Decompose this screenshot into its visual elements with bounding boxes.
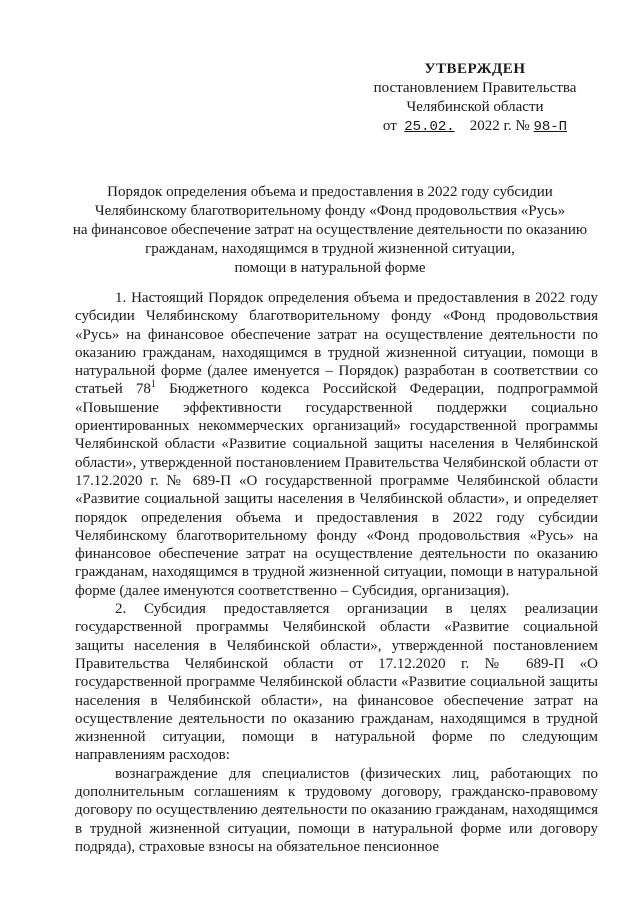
- paragraph-3: вознаграждение для специалистов (физических лиц, работающих по дополнительным соглашениям к трудовому договору, гражданско-правовому договору по осуществлению деятельности по оказанию гражданам, находящимся в трудной жизненной ситуации, помощи в натуральной форме или договору подряда), страховые взносы на обязательное пенсионное: [75, 765, 598, 855]
- approval-heading: УТВЕРЖДЕН: [424, 61, 526, 77]
- approval-stamp: [360, 60, 590, 137]
- title-line-2: Челябинскому благотворительному фонду «Фонд продовольствия «Русь»: [94, 203, 566, 219]
- date-prefix: от: [382, 118, 397, 134]
- paragraph-1-text-b: Бюджетного кодекса Российской Федерации, подпрограммой «Повышение эффективности государственной поддержки социально ориентированных некоммерческих организаций» государственной программы Челябинской области «Развитие социальной защиты населения в Челябинской области», утвержденной постановлением Правительства Челябинской области от 17.12.2020 г. № 689-П «О государственной программе Челябинской области «Развитие социальной защиты населения в Челябинской области», и определяет порядок определения объема и предоставления в 2022 году субсидии Челябинскому благотворительному фонду «Фонд продовольствия «Русь» на финансовое обеспечение затрат на осуществление деятельности по оказанию гражданам, находящимся в трудной жизненной ситуации, помощи в натуральной форме (далее именуются соответственно – Субсидия, организация).: [75, 381, 599, 599]
- paragraph-1-text-a: 1. Настоящий Порядок определения объема и предоставления в 2022 году субсидии Челябинскому благотворительному фонду «Фонд продовольствия «Русь» на финансовое обеспечение затрат на осуществление деятельности по оказанию гражданам, находящимся в трудной жизненной ситуации, помощи в натуральной форме (далее именуется – Порядок) разработан в соответствии со статьей 78: [75, 290, 598, 398]
- decree-number: 98-П: [533, 119, 568, 135]
- title-line-4: гражданам, находящимся в трудной жизненной ситуации,: [145, 241, 515, 257]
- title-line-3: на финансовое обеспечение затрат на осуществление деятельности по оказанию: [72, 222, 588, 238]
- date-value: 25.02.: [404, 119, 455, 135]
- title-line-1: Порядок определения объема и предоставления в 2022 году субсидии: [107, 184, 553, 200]
- title-line-5: помощи в натуральной форме: [234, 260, 426, 276]
- document-body: [75, 289, 598, 856]
- document-title: [60, 183, 600, 278]
- approval-date-line: [360, 117, 590, 137]
- year-text: 2022 г. №: [469, 118, 530, 134]
- approval-line-government: постановлением Правительства: [373, 80, 577, 96]
- paragraph-2: 2. Субсидия предоставляется организации в целях реализации государственной программы Челябинской области «Развитие социальной защиты населения в Челябинской области», утвержденной постановлением Правительства Челябинской области от 17.12.2020 г. № 689-П «О государственной программе Челябинской области «Развитие социальной защиты населения в Челябинской области», на финансовое обеспечение затрат на осуществление деятельности по оказанию гражданам, находящимся в трудной жизненной ситуации, помощи в натуральной форме по следующим направлениям расходов:: [75, 601, 598, 764]
- paragraph-1: [75, 289, 598, 600]
- approval-line-region: Челябинской области: [406, 99, 544, 115]
- paragraph-1-superscript: 1: [150, 379, 156, 391]
